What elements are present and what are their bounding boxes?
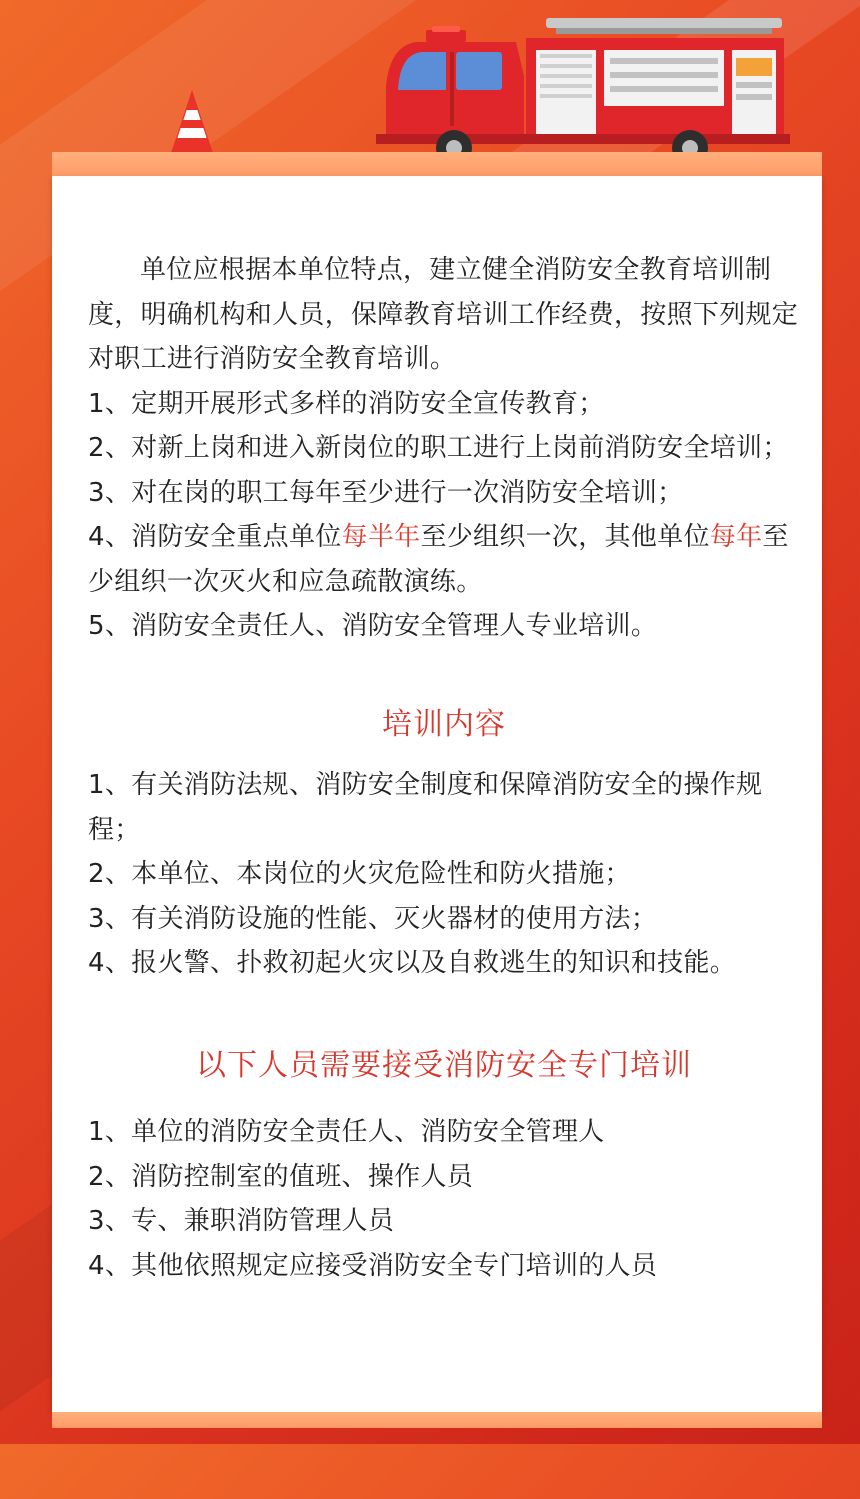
card-bottom-border bbox=[52, 1412, 822, 1428]
rule-item: 5、消防安全责任人、消防安全管理人专业培训。 bbox=[88, 611, 658, 641]
rule-text: 4、消防安全重点单位 bbox=[88, 522, 342, 552]
special-item: 3、专、兼职消防管理人员 bbox=[88, 1206, 395, 1236]
training-item: 3、有关消防设施的性能、灭火器材的使用方法； bbox=[88, 903, 658, 934]
content-body bbox=[88, 248, 800, 1288]
rule-item-drill bbox=[88, 515, 800, 604]
training-item: 2、本单位、本岗位的火灾危险性和防火措施； bbox=[88, 859, 631, 889]
rule-item: 1、定期开展形式多样的消防安全宣传教育； bbox=[88, 388, 605, 419]
training-item: 1、有关消防法规、消防安全制度和保障消防安全的操作规程； bbox=[88, 770, 763, 845]
card-top-border bbox=[52, 152, 822, 178]
section-title-special-training: 以下人员需要接受消防安全专门培训 bbox=[196, 1047, 692, 1083]
training-item: 4、报火警、扑救初起火灾以及自救逃生的知识和技能。 bbox=[88, 948, 737, 978]
content-card bbox=[52, 176, 822, 1412]
special-item: 1、单位的消防安全责任人、消防安全管理人 bbox=[88, 1117, 605, 1147]
traffic-cone-icon bbox=[164, 88, 220, 160]
rule-text: 至少组织一次灭火和应急疏散演练。 bbox=[88, 522, 789, 597]
highlight-text: 每半年 bbox=[341, 522, 421, 552]
rule-text: 至少组织一次，其他单位 bbox=[420, 522, 710, 552]
intro-paragraph: 单位应根据本单位特点，建立健全消防安全教育培训制度，明确机构和人员，保障教育培训工作经费，按照下列规定对职工进行消防安全教育培训。 bbox=[88, 255, 799, 374]
rule-item: 2、对新上岗和进入新岗位的职工进行上岗前消防安全培训； bbox=[88, 433, 789, 463]
section-title-training: 培训内容 bbox=[382, 706, 506, 742]
special-item: 2、消防控制室的值班、操作人员 bbox=[88, 1161, 474, 1192]
rule-item: 3、对在岗的职工每年至少进行一次消防安全培训； bbox=[88, 477, 684, 508]
special-item: 4、其他依照规定应接受消防安全专门培训的人员 bbox=[88, 1250, 658, 1281]
highlight-text: 每年 bbox=[709, 522, 763, 552]
fire-truck-icon bbox=[376, 16, 790, 164]
